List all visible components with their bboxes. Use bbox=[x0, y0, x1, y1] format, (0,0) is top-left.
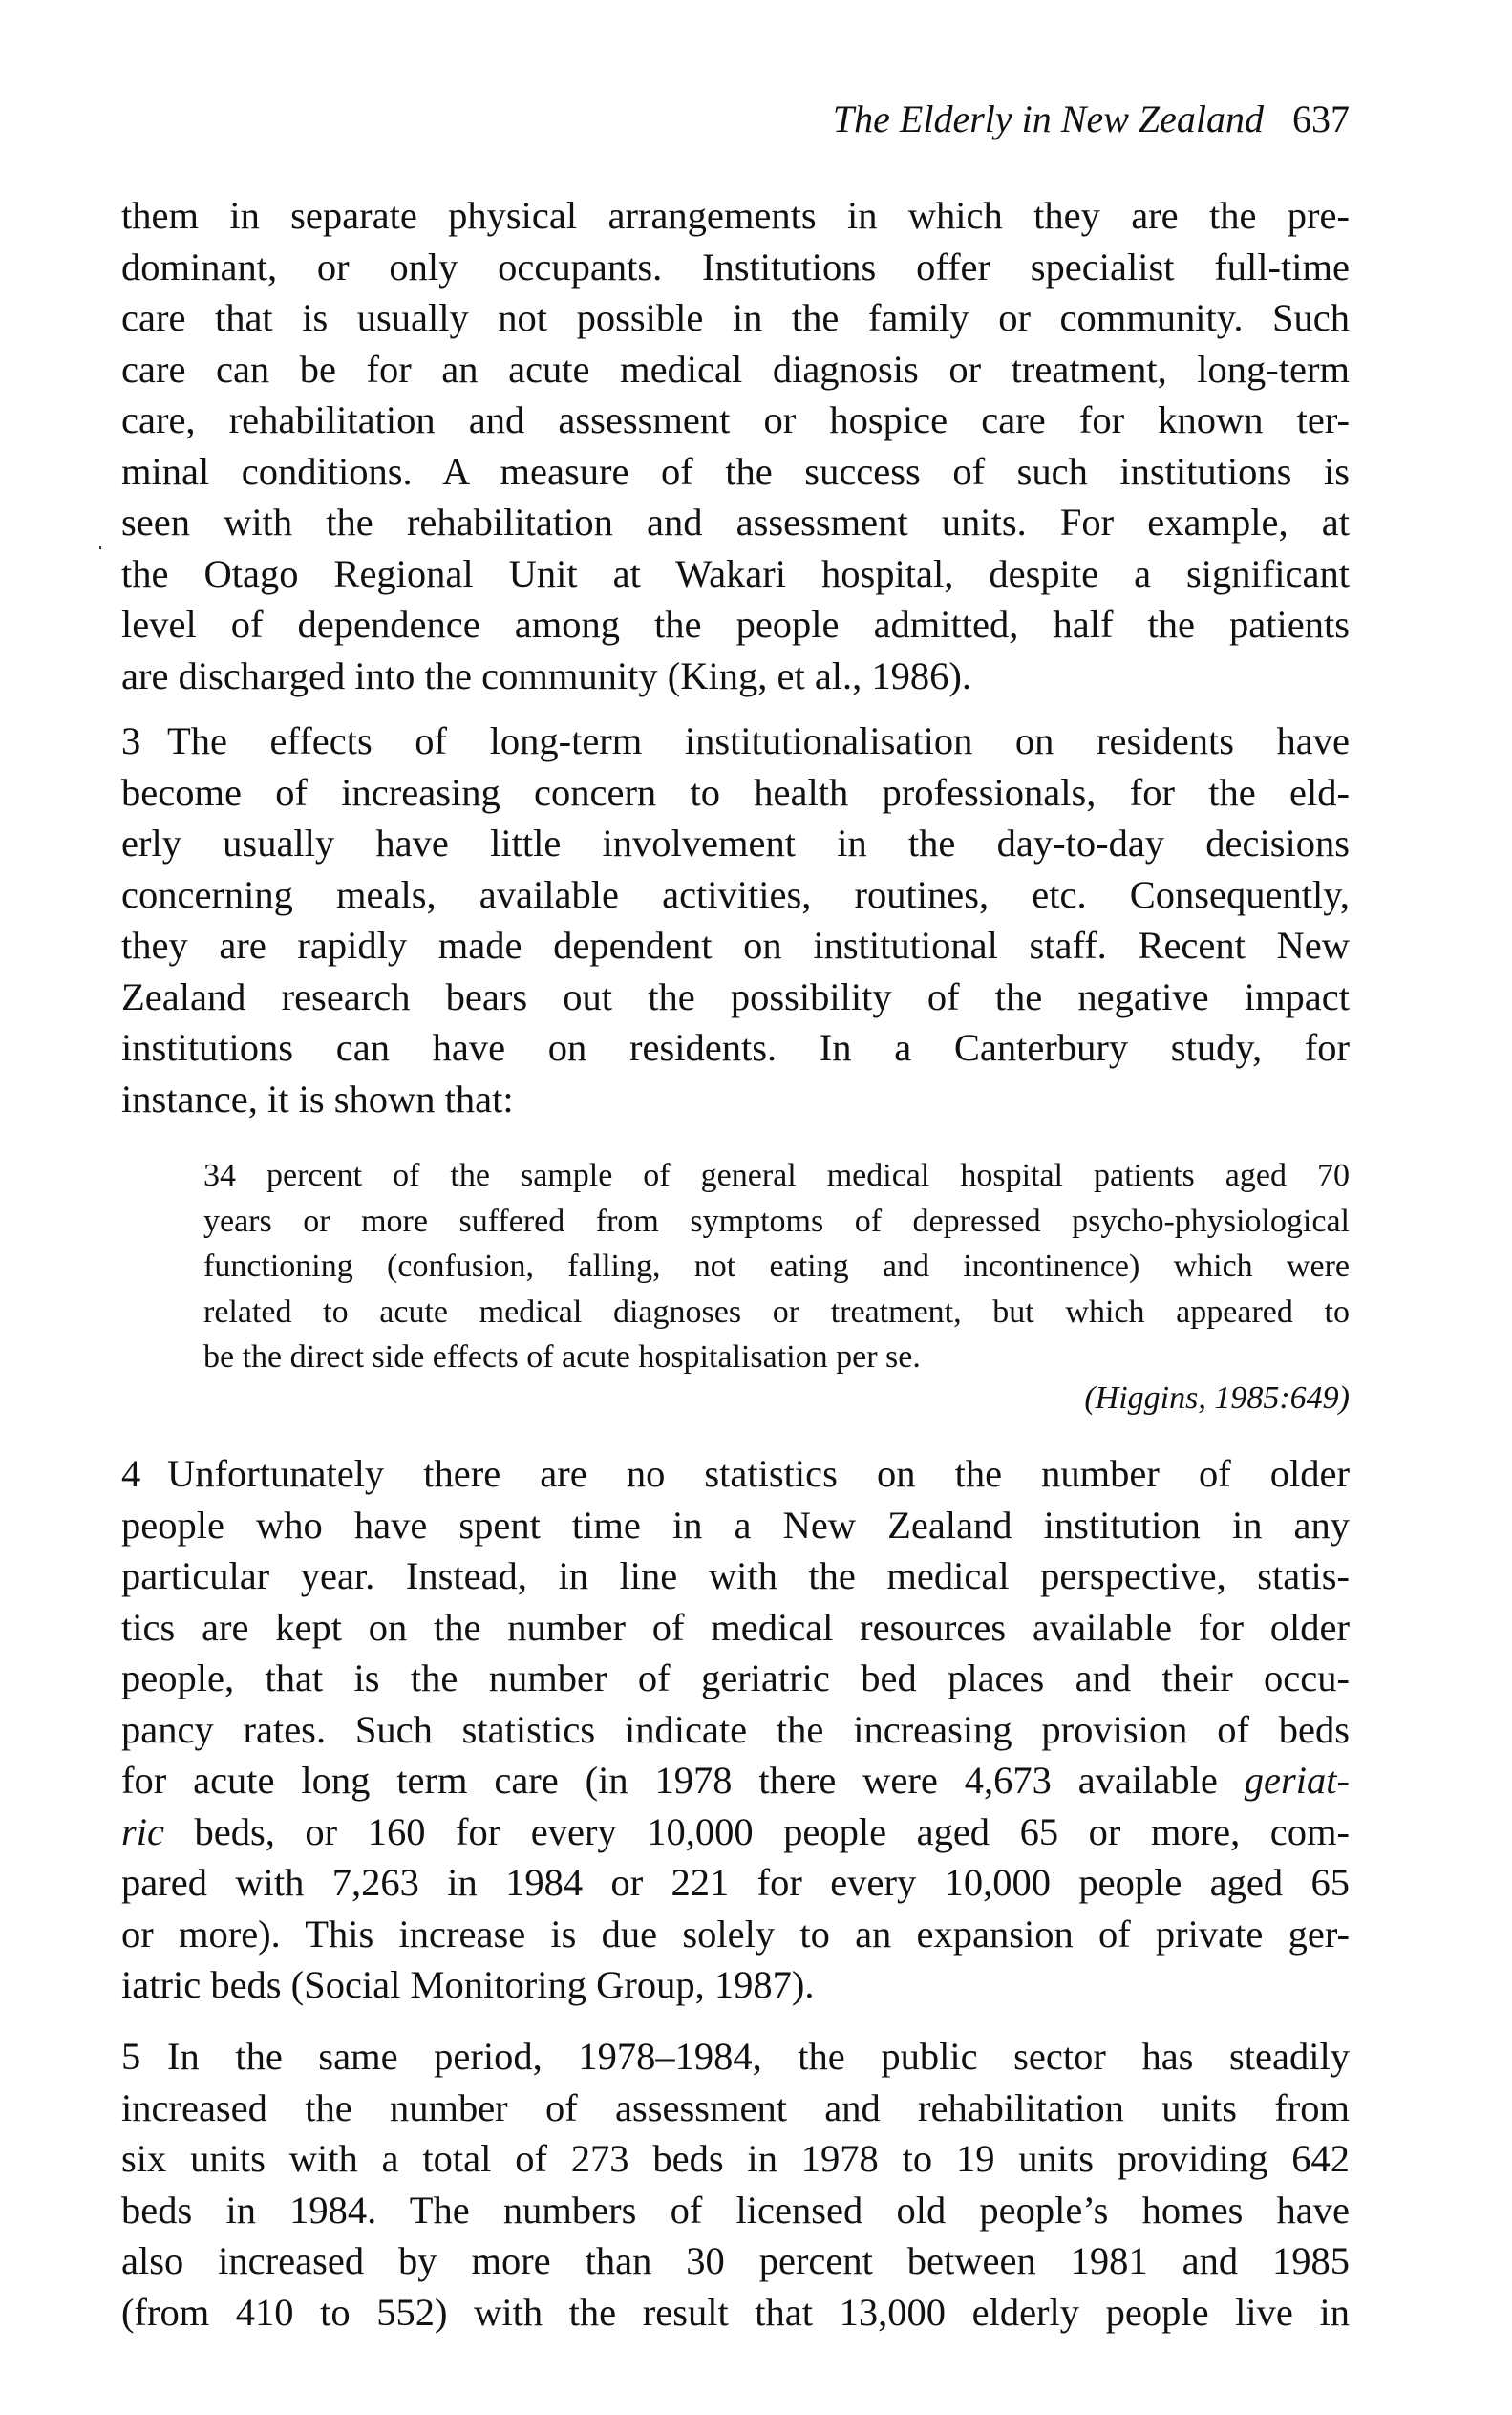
running-title: The Elderly in New Zealand bbox=[832, 97, 1264, 140]
text-line: pancy rates. Such statistics indicate the increasing provision of beds bbox=[121, 1707, 1350, 1751]
text-line: instance, it is shown that: bbox=[121, 1077, 514, 1121]
quote-line: years or more suffered from symptoms of depressed psycho-physiological bbox=[203, 1203, 1350, 1239]
text-line: iatric beds (Social Monitoring Group, 1987). bbox=[121, 1963, 815, 2006]
text-line: particular year. Instead, in line with the medical perspective, statis- bbox=[121, 1554, 1350, 1597]
quote-line: related to acute medical diagnoses or treatment, but which appeared to bbox=[203, 1293, 1350, 1330]
text-line bbox=[121, 1755, 1350, 1806]
text-line bbox=[121, 716, 1350, 767]
text-line: minal conditions. A measure of the success of such institutions is bbox=[121, 449, 1350, 493]
quote-line: be the direct side effects of acute hospitalisation per se. bbox=[203, 1339, 921, 1375]
page-number: 637 bbox=[1292, 97, 1350, 140]
text-line bbox=[121, 1448, 1350, 1500]
text-line-content: beds, or 160 for every 10,000 people aged 65 or more, com- bbox=[164, 1809, 1350, 1853]
text-line: Zealand research bears out the possibility of the negative impact bbox=[121, 974, 1350, 1018]
text-line: erly usually have little involvement in the day-to-day decisions bbox=[121, 822, 1350, 865]
text-line: also increased by more than 30 percent between 1981 and 1985 bbox=[121, 2239, 1350, 2282]
text-line-content: Unfortunately there are no statistics on the number of older bbox=[167, 1452, 1350, 1495]
text-line: care that is usually not possible in the family or community. Such bbox=[121, 296, 1350, 339]
italic-term: geriat- bbox=[1244, 1759, 1350, 1802]
text-line: pared with 7,263 in 1984 or 221 for every 10,000 people aged 65 bbox=[121, 1861, 1350, 1904]
italic-term: ric bbox=[121, 1809, 164, 1853]
text-line: people, that is the number of geriatric bed places and their occu- bbox=[121, 1656, 1350, 1699]
text-line: people who have spent time in a New Zealand institution in any bbox=[121, 1503, 1350, 1547]
paragraph-3 bbox=[121, 716, 1350, 1124]
text-line: tics are kept on the number of medical resources available for older bbox=[121, 1605, 1350, 1649]
text-line: care can be for an acute medical diagnosis or treatment, long-term bbox=[121, 347, 1350, 391]
text-line: level of dependence among the people admitted, half the patients bbox=[121, 603, 1350, 646]
text-line: seen with the rehabilitation and assessment units. For example, at bbox=[121, 501, 1350, 544]
text-line: six units with a total of 273 beds in 1978 to 19 units providing 642 bbox=[121, 2137, 1350, 2180]
text-line-content: The effects of long-term institutionalisation on residents have bbox=[167, 719, 1350, 762]
paragraph-number: 4 bbox=[121, 1452, 141, 1495]
quote-line: functioning (confusion, falling, not eating and incontinence) which were bbox=[203, 1249, 1350, 1284]
block-quote bbox=[203, 1153, 1350, 1380]
running-head bbox=[833, 96, 1350, 143]
text-line: dominant, or only occupants. Institutions offer specialist full-time bbox=[121, 245, 1350, 289]
paragraph-continued bbox=[121, 190, 1350, 701]
scan-artifact-mark bbox=[99, 546, 101, 549]
paragraph-number: 3 bbox=[121, 719, 141, 762]
text-line: become of increasing concern to health professionals, for the eld- bbox=[121, 770, 1350, 814]
text-line: are discharged into the community (King, et al., 1986). bbox=[121, 653, 972, 697]
paragraph-5 bbox=[121, 2031, 1350, 2338]
text-line: increased the number of assessment and rehabilitation units from bbox=[121, 2085, 1350, 2129]
text-line-content: In the same period, 1978–1984, the public sector has steadily bbox=[167, 2035, 1350, 2078]
paragraph-number: 5 bbox=[121, 2035, 141, 2078]
text-line-content: for acute long term care (in 1978 there were 4,673 available bbox=[121, 1759, 1245, 1802]
text-line: beds in 1984. The numbers of licensed old people’s homes have bbox=[121, 2188, 1350, 2232]
text-line bbox=[121, 1806, 1350, 1858]
quote-citation: (Higgins, 1985:649) bbox=[1084, 1380, 1350, 1416]
quote-line: 34 percent of the sample of general medical hospital patients aged 70 bbox=[203, 1158, 1350, 1193]
text-line: institutions can have on residents. In a Canterbury study, for bbox=[121, 1026, 1350, 1069]
text-line: them in separate physical arrangements in which they are the pre- bbox=[121, 194, 1350, 237]
text-line bbox=[121, 2031, 1350, 2083]
text-line: concerning meals, available activities, routines, etc. Consequently, bbox=[121, 872, 1350, 916]
text-line: or more). This increase is due solely to an expansion of private ger- bbox=[121, 1912, 1350, 1956]
paragraph-4 bbox=[121, 1448, 1350, 2011]
text-line: care, rehabilitation and assessment or hospice care for known ter- bbox=[121, 398, 1350, 441]
text-line: the Otago Regional Unit at Wakari hospital, despite a significant bbox=[121, 551, 1350, 595]
text-line: (from 410 to 552) with the result that 13,000 elderly people live in bbox=[121, 2290, 1350, 2334]
text-line: they are rapidly made dependent on institutional staff. Recent New bbox=[121, 924, 1350, 967]
